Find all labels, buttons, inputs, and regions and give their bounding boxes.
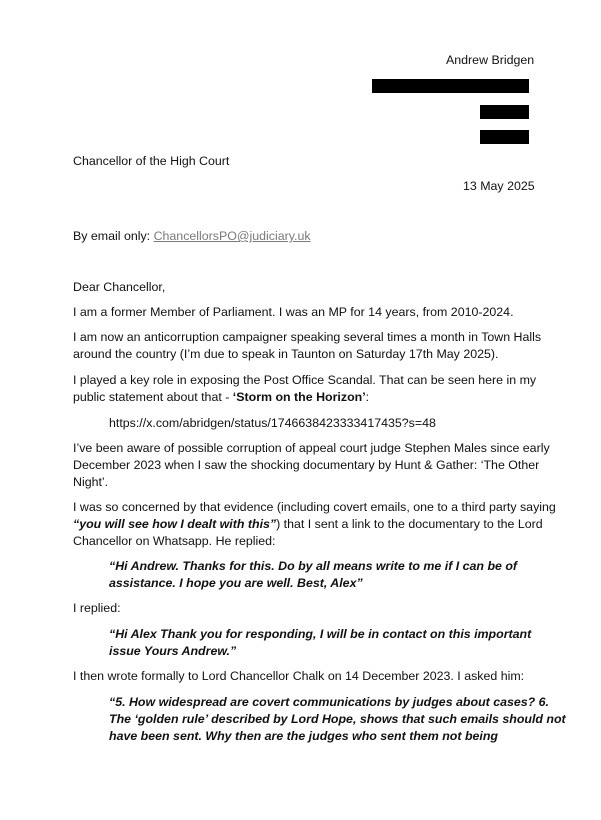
paragraph-3-colon: : — [365, 390, 370, 404]
quote-2-line-2: issue Yours Andrew.” — [109, 644, 237, 658]
paragraph-2-line-1: I am now an anticorruption campaigner speaking several times a month in Town Halls — [73, 330, 542, 344]
redacted-address-line-2 — [480, 105, 529, 119]
paragraph-1: I am a former Member of Parliament. I was an MP for 14 years, from 2010-2024. — [73, 305, 514, 319]
paragraph-4-line-2: December 2023 when I saw the shocking documentary by Hunt & Gather: ‘The Other — [73, 458, 540, 472]
storm-on-horizon-title: ‘Storm on the Horizon’ — [232, 390, 366, 404]
paragraph-4-line-1: I’ve been aware of possible corruption of appeal court judge Stephen Males since early — [73, 441, 550, 455]
salutation: Dear Chancellor, — [73, 280, 166, 294]
quote-3-line-3: have been sent. Why then are the judges who sent them not being — [109, 729, 498, 743]
paragraph-5-line-1: I was so concerned by that evidence (including covert emails, one to a third party saying — [73, 500, 556, 514]
redacted-address-line-1 — [372, 79, 529, 93]
paragraph-6: I replied: — [73, 601, 121, 615]
recipient-line: Chancellor of the High Court — [73, 154, 230, 168]
statement-url[interactable]: https://x.com/abridgen/status/1746638423333417435?s=48 — [109, 416, 436, 430]
quote-2-line-1: “Hi Alex Thank you for responding, I will be in contact on this important — [109, 627, 532, 641]
sender-name: Andrew Bridgen — [446, 53, 535, 67]
quote-1-line-2: assistance. I hope you are well. Best, Alex” — [109, 576, 363, 590]
paragraph-5-text: ) that I sent a link to the documentary to the Lord — [276, 517, 543, 531]
quote-3-line-2: The ‘golden rule’ described by Lord Hope, shows that such emails should not — [109, 712, 566, 726]
paragraph-2-line-2: around the country (I’m due to speak in Taunton on Saturday 17th May 2025). — [73, 347, 499, 361]
email-prefix: By email only: — [73, 229, 154, 243]
email-line — [73, 228, 311, 245]
paragraph-5-line-2 — [73, 516, 543, 533]
quote-1-line-1: “Hi Andrew. Thanks for this. Do by all means write to me if I can be of — [109, 559, 518, 573]
paragraph-7: I then wrote formally to Lord Chancellor Chalk on 14 December 2023. I asked him: — [73, 669, 525, 683]
redacted-address-line-3 — [480, 130, 529, 144]
paragraph-4-line-3: Night’. — [73, 475, 109, 489]
paragraph-3-text: public statement about that - — [73, 390, 233, 404]
quoted-email-phrase: “you will see how I dealt with this” — [73, 517, 277, 531]
paragraph-3-line-1: I played a key role in exposing the Post Office Scandal. That can be seen here in my — [73, 373, 537, 387]
letter-date: 13 May 2025 — [463, 179, 535, 193]
email-link[interactable]: ChancellorsPO@judiciary.uk — [153, 229, 311, 243]
paragraph-3-line-2 — [73, 389, 369, 406]
paragraph-5-line-3: Chancellor on Whatsapp. He replied: — [73, 534, 276, 548]
quote-3-line-1: “5. How widespread are covert communications by judges about cases? 6. — [109, 695, 550, 709]
